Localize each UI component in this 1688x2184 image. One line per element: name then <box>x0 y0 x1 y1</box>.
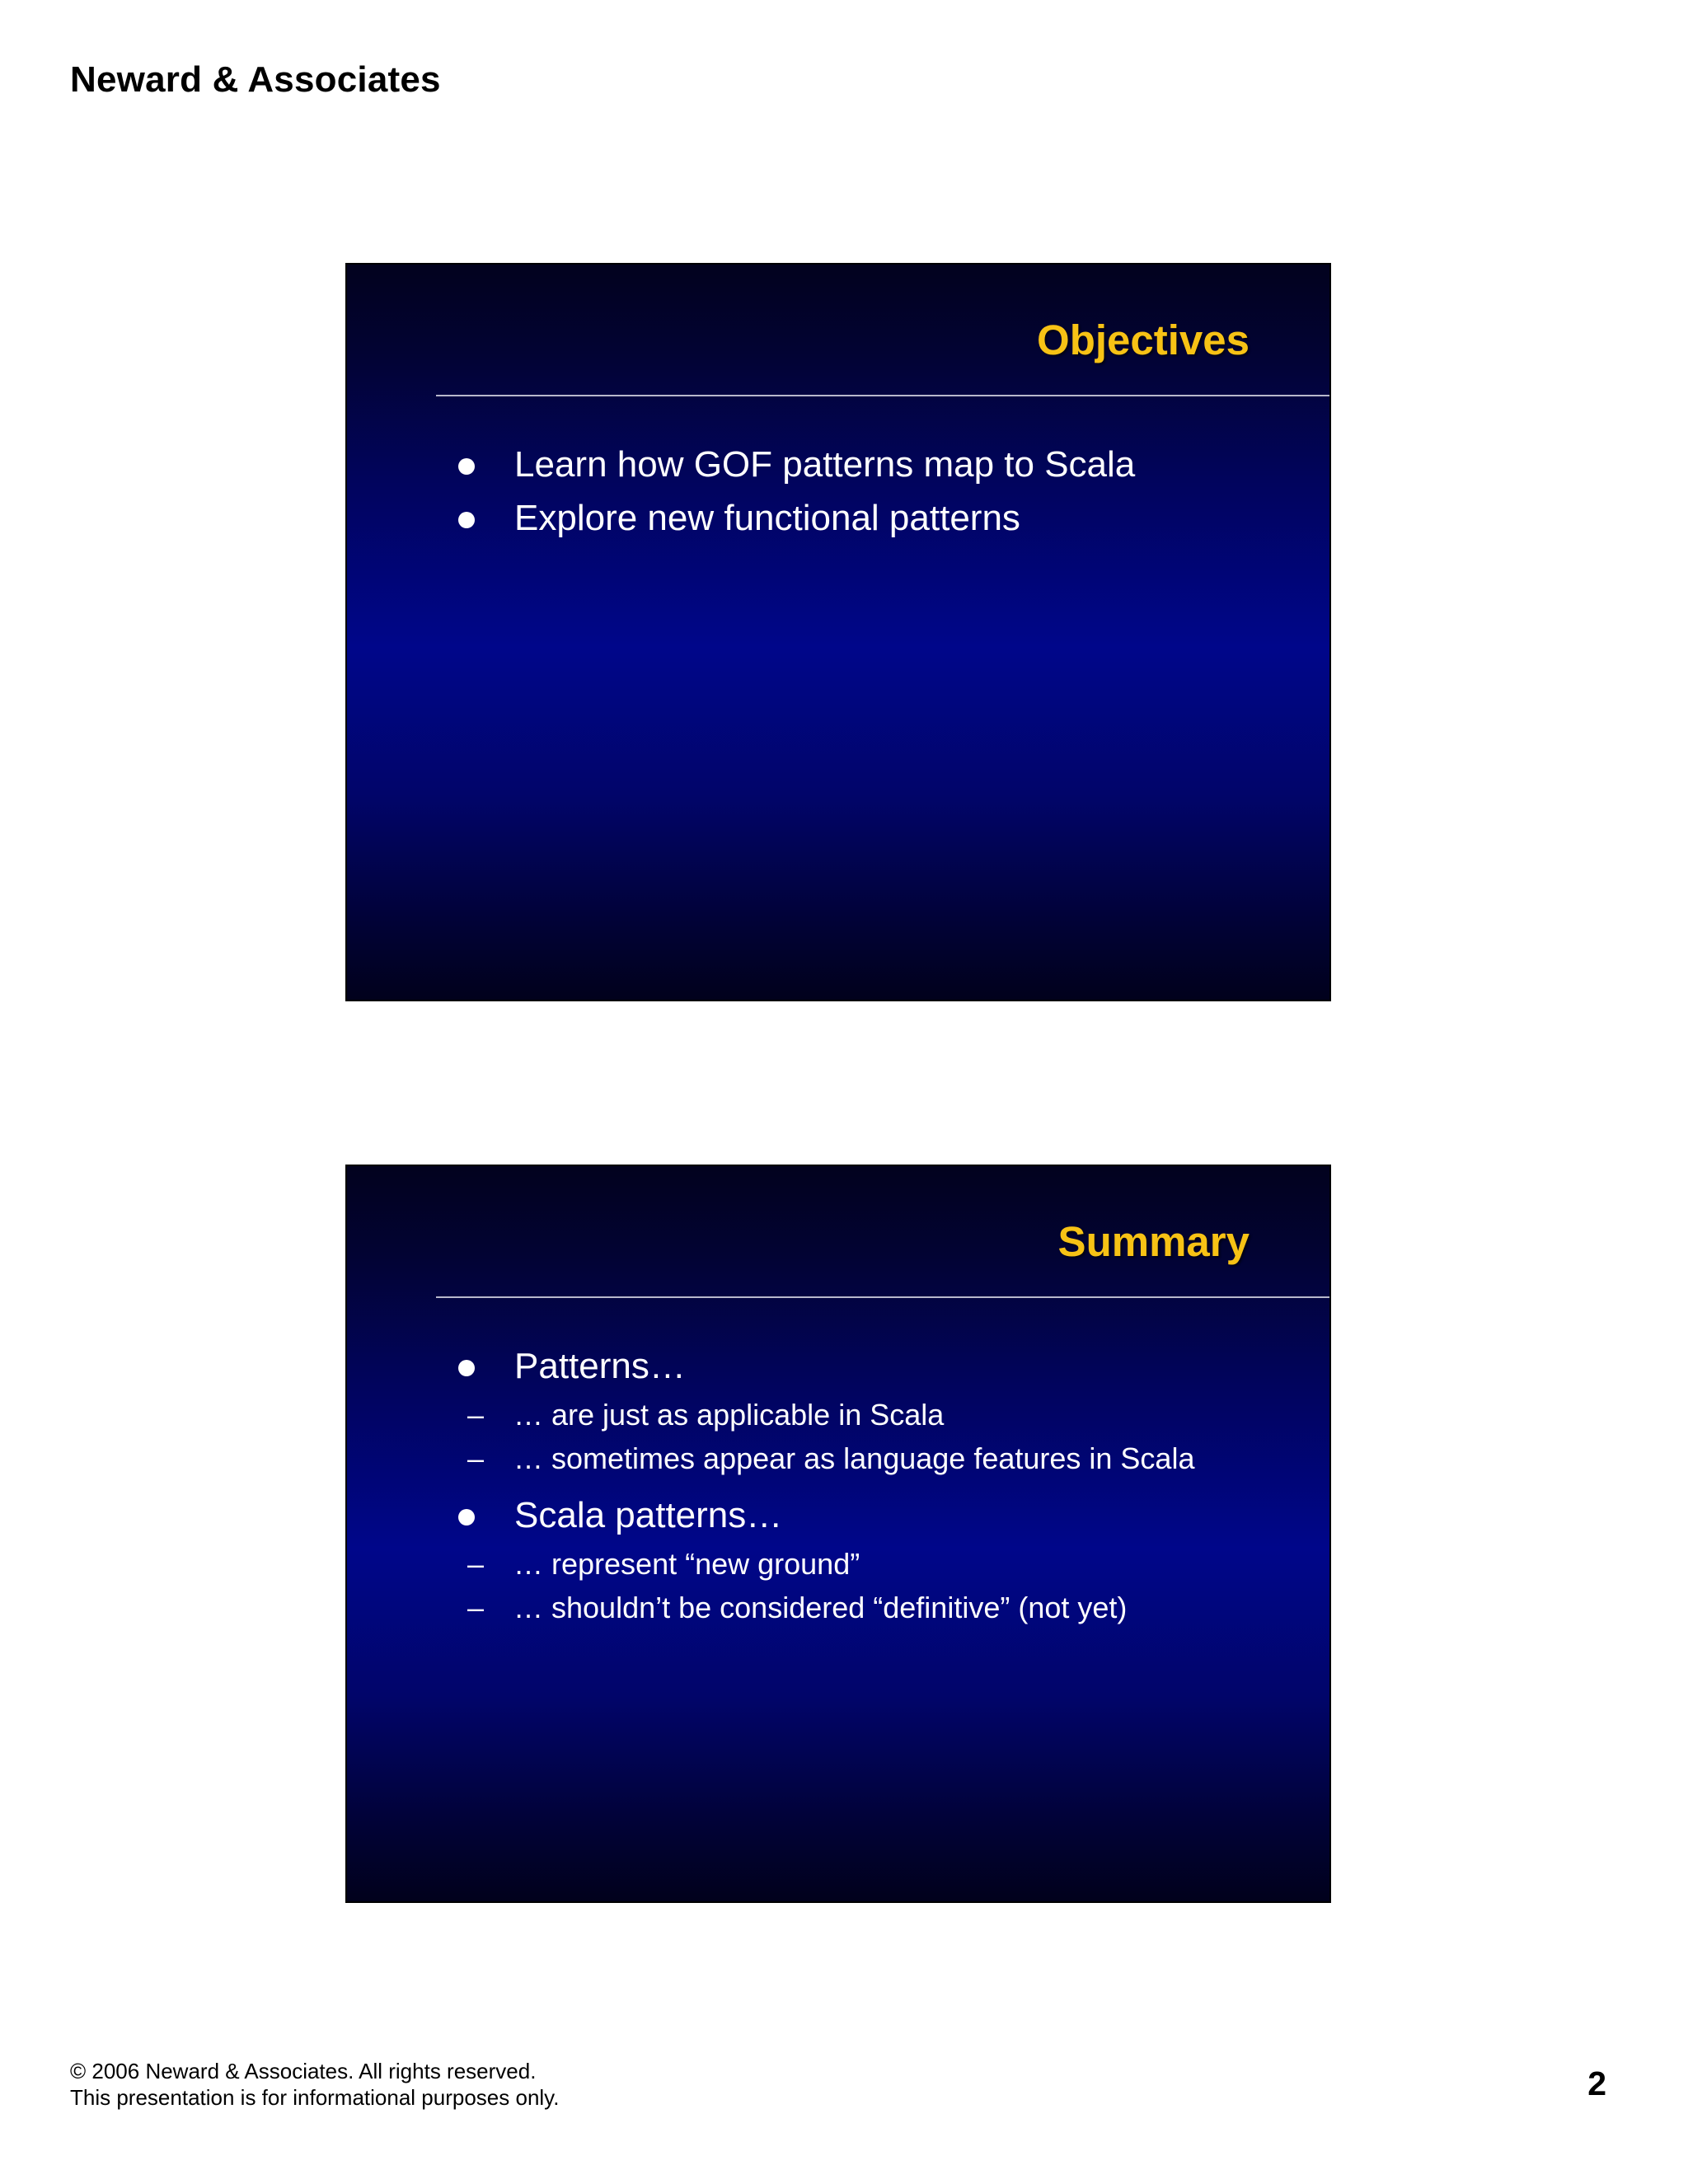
bullet-item <box>454 491 1296 545</box>
bullet-text: Learn how GOF patterns map to Scala <box>514 444 1136 485</box>
bullet-dot-icon <box>458 1360 475 1376</box>
sub-item <box>454 1586 1296 1629</box>
bullet-item <box>454 1488 1296 1542</box>
sub-item-text: … are just as applicable in Scala <box>513 1398 945 1432</box>
sub-list-container <box>454 1542 1296 1629</box>
bullet-text: Scala patterns… <box>514 1495 783 1535</box>
sub-item <box>454 1393 1296 1436</box>
sub-list <box>454 1393 1296 1480</box>
page-number: 2 <box>1587 2064 1606 2102</box>
bullet-dot-icon <box>458 458 475 475</box>
sub-list <box>454 1542 1296 1629</box>
title-divider <box>436 395 1329 396</box>
dash-icon: – <box>467 1547 485 1581</box>
company-header: Neward & Associates <box>70 59 441 100</box>
slide-objectives <box>345 263 1331 1001</box>
slide-title: Objectives <box>1037 316 1250 363</box>
bullet-dot-icon <box>458 512 475 528</box>
bullet-item <box>454 1339 1296 1393</box>
slide-title: Summary <box>1057 1218 1250 1265</box>
title-divider <box>436 1296 1329 1298</box>
bullet-dot-icon <box>458 1509 475 1526</box>
sub-item-text: … shouldn’t be considered “definitive” (not yet) <box>513 1591 1128 1624</box>
dash-icon: – <box>467 1398 485 1432</box>
sub-list-container <box>454 1393 1296 1480</box>
bullet-list <box>454 1339 1296 1638</box>
sub-item <box>454 1436 1296 1480</box>
slide-summary <box>345 1165 1331 1903</box>
footer <box>70 2058 559 2111</box>
bullet-list <box>454 438 1296 545</box>
disclaimer-text: This presentation is for informational purposes only. <box>70 2085 560 2110</box>
bullet-text: Patterns… <box>514 1346 686 1386</box>
sub-item <box>454 1542 1296 1586</box>
dash-icon: – <box>467 1591 485 1624</box>
sub-item-text: … represent “new ground” <box>513 1547 860 1581</box>
bullet-item <box>454 438 1296 491</box>
sub-item-text: … sometimes appear as language features in Scala <box>513 1441 1195 1475</box>
dash-icon: – <box>467 1441 485 1475</box>
bullet-text: Explore new functional patterns <box>514 498 1020 538</box>
copyright-text: © 2006 Neward & Associates. All rights reserved. <box>70 2059 537 2083</box>
